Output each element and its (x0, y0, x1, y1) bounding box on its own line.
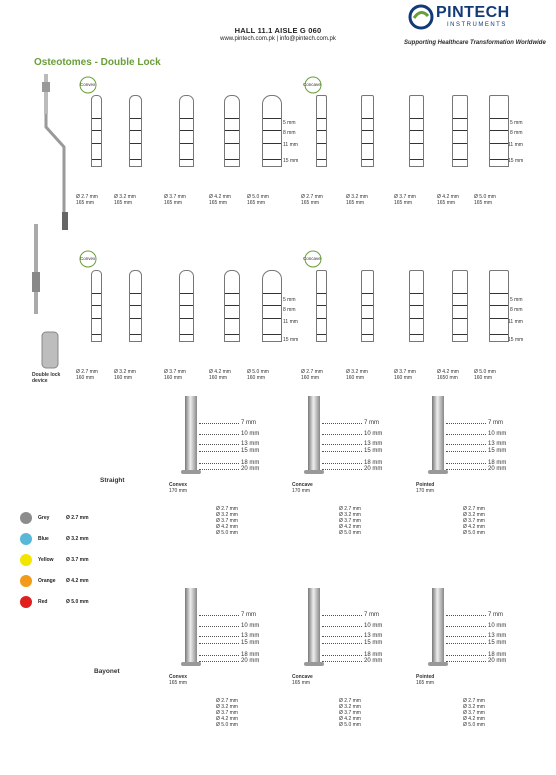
depth-leader (322, 451, 362, 452)
osteotome-tip (129, 270, 142, 342)
depth-mark (453, 334, 467, 335)
depth-leader (199, 444, 239, 445)
depth-mark (92, 159, 101, 160)
color-size: Ø 4.2 mm (66, 578, 89, 584)
color-dot (20, 554, 32, 566)
depth-mark (410, 130, 423, 131)
osteotome-tip (489, 95, 509, 167)
page-title: HALL 11.1 AISLE G 060 (234, 26, 322, 35)
tool-name: Pointed 170 mm (416, 482, 435, 494)
depth-mark (362, 318, 373, 319)
depth-label: 15 mm (241, 640, 260, 646)
depth-mark (453, 318, 467, 319)
tool-name: Concave 170 mm (292, 482, 313, 494)
depth-mark (263, 293, 281, 294)
instrument-collar (304, 470, 324, 474)
depth-leader (199, 423, 239, 424)
depth-label: 13 mm (241, 633, 260, 639)
depth-mark (180, 318, 193, 319)
instrument-collar (181, 662, 201, 666)
depth-mark (225, 118, 239, 119)
depth-mark (410, 334, 423, 335)
depth-mark (490, 118, 508, 119)
depth-label: 11 mm (508, 142, 523, 148)
depth-leader (446, 636, 486, 637)
depth-label: 15 mm (364, 640, 383, 646)
depth-label: 8 mm (283, 307, 296, 313)
depth-mark (317, 334, 326, 335)
size-caption: Ø 2.7 mm 160 mm (301, 369, 323, 381)
section-title: Osteotomes - Double Lock (34, 57, 161, 68)
double-lock-device-image (28, 222, 68, 372)
size-caption: Ø 3.2 mm 165 mm (346, 194, 368, 206)
depth-leader (199, 469, 239, 470)
depth-leader (446, 655, 486, 656)
depth-label: 7 mm (241, 612, 256, 618)
depth-label: 15 mm (364, 448, 383, 454)
depth-label: 10 mm (488, 623, 507, 629)
depth-label: 8 mm (283, 130, 296, 136)
depth-mark (263, 130, 281, 131)
depth-mark (362, 334, 373, 335)
depth-label: 7 mm (488, 612, 503, 618)
depth-label: 10 mm (241, 623, 260, 629)
color-size: Ø 3.7 mm (66, 557, 89, 563)
osteotome-tip (91, 95, 102, 167)
logo-name: PINTECH (436, 4, 510, 21)
depth-label: 15 mm (488, 640, 507, 646)
depth-leader (322, 423, 362, 424)
convex-label: Convex (80, 256, 96, 261)
size-caption: Ø 5.0 mm 165 mm (247, 194, 269, 206)
depth-label: 18 mm (488, 652, 507, 658)
depth-label: 15 mm (241, 448, 260, 454)
depth-mark (317, 159, 326, 160)
osteotome-tip (316, 95, 327, 167)
depth-label: 8 mm (510, 130, 523, 136)
depth-mark (490, 334, 508, 335)
depth-mark (225, 293, 239, 294)
instrument-collar (428, 470, 448, 474)
tool-name: Pointed 165 mm (416, 674, 435, 686)
depth-mark (130, 159, 141, 160)
tool-name: Concave 165 mm (292, 674, 313, 686)
color-name: Red (38, 599, 48, 605)
depth-mark (180, 118, 193, 119)
depth-label: 20 mm (488, 466, 507, 472)
depth-leader (322, 661, 362, 662)
depth-label: 13 mm (488, 633, 507, 639)
depth-mark (453, 130, 467, 131)
depth-mark (453, 159, 467, 160)
osteotome-tip (452, 95, 468, 167)
depth-mark (130, 293, 141, 294)
depth-label: 5 mm (283, 120, 296, 126)
size-caption: Ø 5.0 mm 165 mm (474, 194, 496, 206)
depth-leader (322, 643, 362, 644)
osteotome-tip (91, 270, 102, 342)
depth-label: 5 mm (510, 120, 523, 126)
depth-mark (130, 318, 141, 319)
depth-mark (317, 118, 326, 119)
depth-leader (322, 655, 362, 656)
size-caption: Ø 3.2 mm 160 mm (114, 369, 136, 381)
osteotome-tip (316, 270, 327, 342)
depth-leader (446, 434, 486, 435)
depth-label: 13 mm (241, 441, 260, 447)
osteotome-tip (489, 270, 509, 342)
depth-label: 7 mm (241, 420, 256, 426)
size-caption: Ø 4.2 mm 165 mm (209, 194, 231, 206)
depth-mark (490, 143, 508, 144)
depth-leader (322, 615, 362, 616)
depth-leader (446, 463, 486, 464)
depth-label: 15 mm (508, 337, 524, 343)
osteotome-tip (224, 95, 240, 167)
depth-leader (199, 655, 239, 656)
depth-label: 18 mm (241, 652, 260, 658)
osteotome-tip (409, 95, 424, 167)
depth-mark (225, 318, 239, 319)
depth-mark (180, 143, 193, 144)
depth-label: 11 mm (508, 319, 523, 325)
depth-label: 13 mm (488, 441, 507, 447)
size-caption: Ø 5.0 mm 160 mm (247, 369, 269, 381)
color-name: Orange (38, 578, 56, 584)
depth-leader (446, 626, 486, 627)
osteotome-tip (224, 270, 240, 342)
size-caption: Ø 3.2 mm 165 mm (114, 194, 136, 206)
depth-leader (446, 423, 486, 424)
depth-mark (263, 143, 281, 144)
depth-mark (453, 143, 467, 144)
size-caption: Ø 3.2 mm 160 mm (346, 369, 368, 381)
depth-label: 10 mm (364, 431, 383, 437)
depth-label: 15 mm (508, 158, 524, 164)
depth-mark (362, 159, 373, 160)
color-dot (20, 512, 32, 524)
depth-mark (410, 159, 423, 160)
depth-leader (199, 661, 239, 662)
color-size: Ø 2.7 mm (66, 515, 89, 521)
osteotome-tip (409, 270, 424, 342)
depth-leader (446, 615, 486, 616)
depth-mark (180, 293, 193, 294)
size-caption: Ø 4.2 mm 1650 mm (437, 369, 459, 381)
osteotome-tip (361, 270, 374, 342)
depth-label: 10 mm (241, 431, 260, 437)
depth-label: 10 mm (488, 431, 507, 437)
device-label: Double lock device (32, 372, 61, 384)
depth-mark (317, 318, 326, 319)
depth-leader (199, 636, 239, 637)
depth-mark (92, 318, 101, 319)
size-caption: Ø 3.7 mm 160 mm (394, 369, 416, 381)
depth-leader (199, 451, 239, 452)
depth-label: 10 mm (364, 623, 383, 629)
depth-mark (225, 143, 239, 144)
color-size: Ø 5.0 mm (66, 599, 89, 605)
depth-mark (180, 305, 193, 306)
depth-mark (490, 305, 508, 306)
depth-leader (446, 451, 486, 452)
contact-line: www.pintech.com.pk | info@pintech.com.pk (220, 36, 336, 42)
concave-label: Concave (303, 82, 321, 87)
color-name: Grey (38, 515, 50, 521)
depth-mark (362, 305, 373, 306)
depth-mark (362, 118, 373, 119)
depth-mark (317, 305, 326, 306)
color-name: Yellow (38, 557, 54, 563)
tool-name: Convex 170 mm (169, 482, 188, 494)
depth-mark (317, 293, 326, 294)
depth-mark (263, 118, 281, 119)
depth-mark (130, 130, 141, 131)
size-list: Ø 2.7 mm Ø 3.2 mm Ø 3.7 mm Ø 4.2 mm Ø 5.0 mm (463, 506, 485, 536)
depth-label: 15 mm (283, 158, 299, 164)
size-list: Ø 2.7 mm Ø 3.2 mm Ø 3.7 mm Ø 4.2 mm Ø 5.0 mm (216, 506, 238, 536)
depth-leader (199, 434, 239, 435)
instrument-shaft (185, 396, 197, 472)
convex-label: Convex (80, 82, 96, 87)
depth-leader (446, 661, 486, 662)
depth-mark (263, 159, 281, 160)
depth-label: 5 mm (510, 297, 523, 303)
depth-mark (225, 334, 239, 335)
size-list: Ø 2.7 mm Ø 3.2 mm Ø 3.7 mm Ø 4.2 mm Ø 5.0 mm (339, 698, 361, 728)
depth-leader (322, 626, 362, 627)
depth-leader (446, 469, 486, 470)
size-list: Ø 2.7 mm Ø 3.2 mm Ø 3.7 mm Ø 4.2 mm Ø 5.0 mm (339, 506, 361, 536)
tool-name: Convex 165 mm (169, 674, 188, 686)
instrument-collar (428, 662, 448, 666)
depth-label: 20 mm (241, 466, 260, 472)
depth-mark (92, 143, 101, 144)
depth-leader (446, 444, 486, 445)
instrument-shaft (308, 396, 320, 472)
depth-mark (92, 130, 101, 131)
depth-mark (130, 118, 141, 119)
depth-label: 15 mm (283, 337, 299, 343)
depth-mark (92, 334, 101, 335)
depth-mark (130, 143, 141, 144)
size-caption: Ø 3.7 mm 160 mm (164, 369, 186, 381)
instrument-shaft (432, 396, 444, 472)
depth-label: 15 mm (488, 448, 507, 454)
size-list: Ø 2.7 mm Ø 3.2 mm Ø 3.7 mm Ø 4.2 mm Ø 5.0 mm (216, 698, 238, 728)
depth-mark (180, 159, 193, 160)
instrument-shaft (432, 588, 444, 664)
osteotome-tip (452, 270, 468, 342)
depth-mark (410, 318, 423, 319)
depth-mark (92, 118, 101, 119)
color-name: Blue (38, 536, 49, 542)
color-dot (20, 575, 32, 587)
depth-mark (453, 305, 467, 306)
depth-mark (225, 130, 239, 131)
depth-mark (130, 334, 141, 335)
depth-leader (322, 469, 362, 470)
logo-tagline: Supporting Healthcare Transformation Worldwide (404, 40, 546, 46)
size-caption: Ø 4.2 mm 160 mm (209, 369, 231, 381)
depth-mark (410, 305, 423, 306)
depth-label: 11 mm (283, 142, 298, 148)
size-caption: Ø 3.7 mm 165 mm (164, 194, 186, 206)
depth-mark (225, 159, 239, 160)
depth-mark (490, 318, 508, 319)
depth-mark (410, 118, 423, 119)
depth-leader (199, 463, 239, 464)
size-caption: Ø 3.7 mm 165 mm (394, 194, 416, 206)
depth-label: 20 mm (488, 658, 507, 664)
size-list: Ø 2.7 mm Ø 3.2 mm Ø 3.7 mm Ø 4.2 mm Ø 5.0 mm (463, 698, 485, 728)
double-lock-osteotome-image (30, 72, 70, 232)
depth-label: 13 mm (364, 633, 383, 639)
osteotome-tip (361, 95, 374, 167)
depth-label: 7 mm (364, 420, 379, 426)
instrument-shaft (308, 588, 320, 664)
instrument-shaft (185, 588, 197, 664)
depth-mark (130, 305, 141, 306)
size-caption: Ø 4.2 mm 165 mm (437, 194, 459, 206)
depth-mark (180, 130, 193, 131)
osteotome-tip (179, 95, 194, 167)
depth-mark (263, 305, 281, 306)
depth-label: 11 mm (283, 319, 298, 325)
depth-leader (199, 643, 239, 644)
depth-label: 18 mm (364, 652, 383, 658)
depth-label: 8 mm (510, 307, 523, 313)
depth-label: 7 mm (364, 612, 379, 618)
depth-label: 18 mm (364, 460, 383, 466)
depth-label: 18 mm (241, 460, 260, 466)
depth-mark (317, 130, 326, 131)
depth-label: 20 mm (364, 658, 383, 664)
color-dot (20, 596, 32, 608)
depth-mark (410, 143, 423, 144)
instrument-collar (304, 662, 324, 666)
osteotome-tip (179, 270, 194, 342)
depth-leader (322, 444, 362, 445)
depth-mark (263, 318, 281, 319)
size-caption: Ø 2.7 mm 165 mm (301, 194, 323, 206)
osteotome-tip (262, 270, 282, 342)
depth-mark (490, 159, 508, 160)
instrument-collar (181, 470, 201, 474)
depth-mark (490, 130, 508, 131)
depth-leader (322, 636, 362, 637)
depth-mark (362, 130, 373, 131)
depth-mark (225, 305, 239, 306)
depth-mark (453, 118, 467, 119)
color-size: Ø 3.2 mm (66, 536, 89, 542)
straight-label: Straight (100, 477, 125, 484)
depth-leader (199, 615, 239, 616)
depth-mark (453, 293, 467, 294)
depth-mark (410, 293, 423, 294)
size-caption: Ø 2.7 mm 160 mm (76, 369, 98, 381)
depth-label: 7 mm (488, 420, 503, 426)
depth-mark (180, 334, 193, 335)
depth-leader (322, 434, 362, 435)
depth-leader (199, 626, 239, 627)
depth-mark (362, 143, 373, 144)
concave-label: Concave (303, 256, 321, 261)
depth-mark (362, 293, 373, 294)
pintech-logo-icon (408, 4, 434, 30)
depth-mark (92, 293, 101, 294)
depth-mark (317, 143, 326, 144)
depth-label: 20 mm (364, 466, 383, 472)
osteotome-tip (262, 95, 282, 167)
depth-label: 20 mm (241, 658, 260, 664)
bayonet-label: Bayonet (94, 668, 120, 675)
color-dot (20, 533, 32, 545)
depth-leader (322, 463, 362, 464)
osteotome-tip (129, 95, 142, 167)
size-caption: Ø 2.7 mm 165 mm (76, 194, 98, 206)
depth-label: 13 mm (364, 441, 383, 447)
depth-mark (92, 305, 101, 306)
depth-label: 5 mm (283, 297, 296, 303)
depth-leader (446, 643, 486, 644)
depth-label: 18 mm (488, 460, 507, 466)
size-caption: Ø 5.0 mm 160 mm (474, 369, 496, 381)
logo-subtitle: INSTRUMENTS (447, 22, 507, 28)
depth-mark (263, 334, 281, 335)
depth-mark (490, 293, 508, 294)
